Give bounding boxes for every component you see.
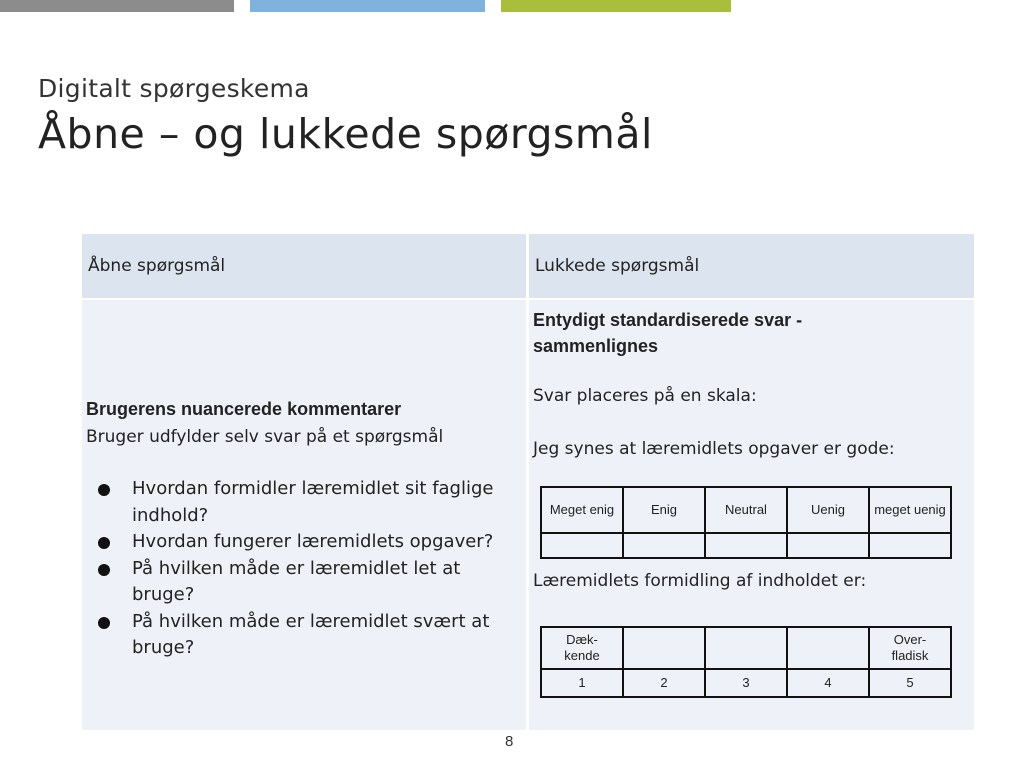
rating-scale (540, 626, 952, 698)
bullet-icon (98, 564, 110, 576)
scale-answer-box[interactable] (541, 533, 623, 558)
question-list (98, 476, 528, 662)
page-number: 8 (505, 733, 514, 750)
question-text: På hvilken måde er læremidlet svært at bruge? (132, 610, 490, 658)
slide-subtitle: Digitalt spørgeskema (38, 74, 310, 103)
agreement-scale (540, 486, 952, 559)
scale-option[interactable]: meget uenig (869, 487, 951, 533)
header-open-label: Åbne spørgsmål (88, 256, 226, 276)
list-item (98, 556, 528, 609)
question-text: Hvordan formidler læremidlet sit faglige indhold? (132, 478, 494, 526)
scale-answer-box[interactable] (623, 533, 705, 558)
scale-answer-box[interactable] (787, 533, 869, 558)
list-item (98, 609, 528, 662)
bullet-icon (98, 537, 110, 549)
top-bar-green (501, 0, 731, 12)
scale-number[interactable]: 1 (541, 669, 623, 697)
header-closed (529, 234, 974, 298)
bullet-icon (98, 484, 110, 496)
scale-option[interactable]: Meget enig (541, 487, 623, 533)
scale-option[interactable]: Neutral (705, 487, 787, 533)
top-bar-blue (250, 0, 485, 12)
slide-title: Åbne – og lukkede spørgsmål (38, 110, 653, 158)
question-text: Hvordan fungerer læremidlets opgaver? (132, 531, 494, 552)
header-closed-label: Lukkede spørgsmål (535, 256, 700, 276)
scale-number[interactable]: 4 (787, 669, 869, 697)
statement-1: Jeg synes at læremidlets opgaver er gode: (533, 439, 895, 459)
header-open (82, 234, 526, 298)
statement-2: Læremidlets formidling af indholdet er: (533, 571, 867, 591)
bullet-icon (98, 617, 110, 629)
scale-answer-box[interactable] (705, 533, 787, 558)
scale-intro: Svar placeres på en skala: (533, 386, 757, 406)
scale-option[interactable]: Enig (623, 487, 705, 533)
scale-label (787, 627, 869, 669)
closed-heading: Entydigt standardiserede svar - sammenlignes (533, 310, 803, 356)
scale-number[interactable]: 2 (623, 669, 705, 697)
scale-answer-box[interactable] (869, 533, 951, 558)
question-text: På hvilken måde er læremidlet let at bruge? (132, 557, 461, 605)
open-heading: Brugerens nuancerede kommentarer (86, 399, 402, 419)
open-intro: Bruger udfylder selv svar på et spørgsmål (86, 427, 444, 447)
top-bar-gray (0, 0, 234, 12)
scale-label (623, 627, 705, 669)
scale-number[interactable]: 3 (705, 669, 787, 697)
scale-option[interactable]: Uenig (787, 487, 869, 533)
scale-number[interactable]: 5 (869, 669, 951, 697)
scale-label: Dæk-kende (541, 627, 623, 669)
scale-label: Over-fladisk (869, 627, 951, 669)
scale-label (705, 627, 787, 669)
list-item (98, 476, 528, 529)
list-item (98, 529, 528, 556)
